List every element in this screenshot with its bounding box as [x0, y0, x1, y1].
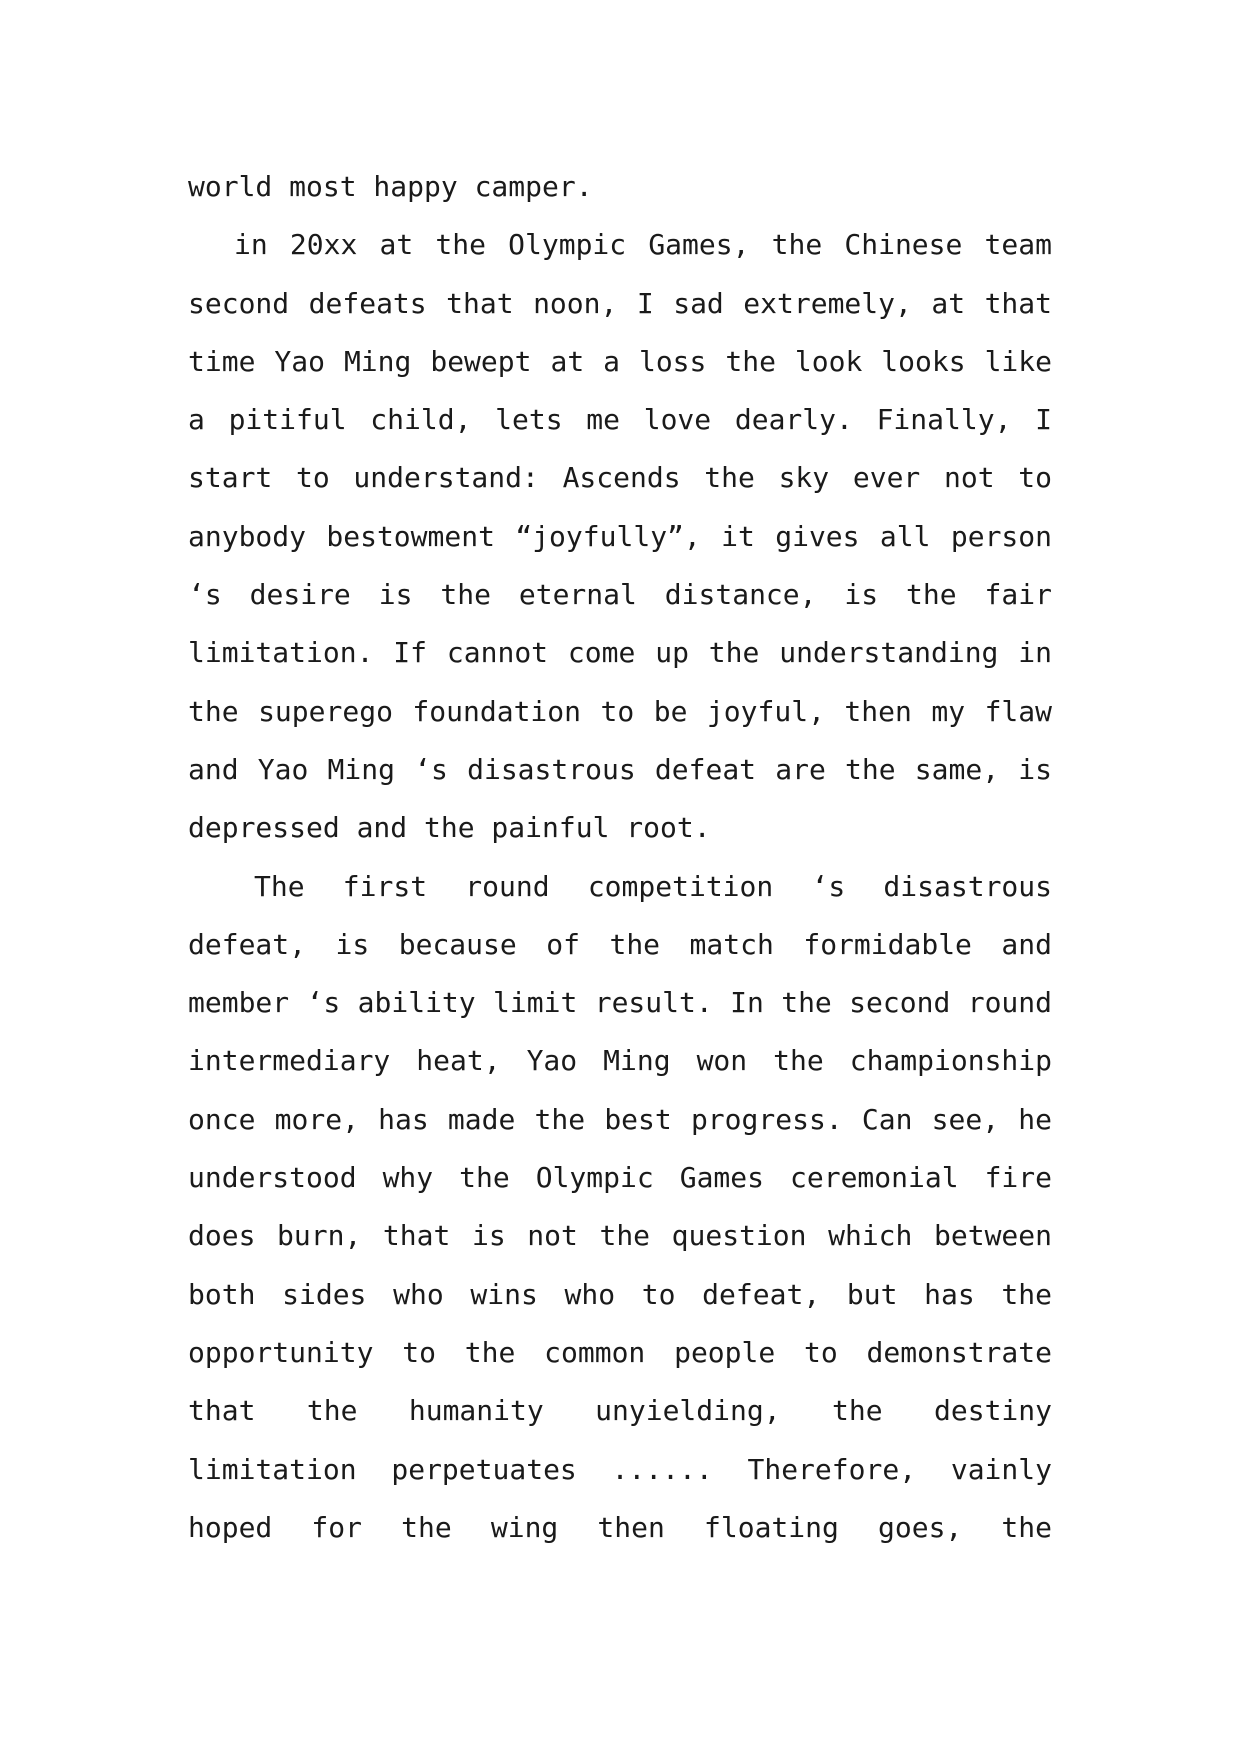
text-line: a pitiful child, lets me love dearly. Finally, I	[188, 403, 1052, 437]
text-line: world most happy camper.	[188, 170, 593, 203]
text-line: ‘s desire is the eternal distance, is the fair	[188, 578, 1052, 612]
text-line: both sides who wins who to defeat, but has the	[188, 1277, 1052, 1311]
text-line: second defeats that noon, I sad extremely, at that	[188, 286, 1052, 320]
text-line: and Yao Ming ‘s disastrous defeat are the same, is	[188, 752, 1052, 786]
text-line: member ‘s ability limit result. In the second round	[188, 986, 1052, 1020]
text-line: depressed and the painful root.	[188, 811, 711, 845]
text-line: time Yao Ming bewept at a loss the look looks like	[188, 344, 1052, 378]
text-line: hoped for the wing then floating goes, the	[188, 1510, 1052, 1544]
text-line: intermediary heat, Yao Ming won the championship	[188, 1044, 1052, 1078]
text-line: that the humanity unyielding, the destiny	[188, 1394, 1052, 1428]
text-line: the superego foundation to be joyful, then my flaw	[188, 694, 1052, 728]
text-line: limitation perpetuates ...... Therefore, vainly	[188, 1452, 1052, 1486]
text-line: once more, has made the best progress. Can see, he	[188, 1102, 1052, 1136]
text-line: start to understand: Ascends the sky ever not to	[188, 461, 1052, 495]
text-line: does burn, that is not the question which between	[188, 1219, 1052, 1253]
text-line: understood why the Olympic Games ceremonial fire	[188, 1161, 1052, 1195]
text-line: limitation. If cannot come up the understanding in	[188, 636, 1052, 670]
text-line: in 20xx at the Olympic Games, the Chinese team	[234, 228, 1052, 262]
body-text	[188, 158, 1052, 1557]
text-line: opportunity to the common people to demonstrate	[188, 1335, 1052, 1369]
text-line: defeat, is because of the match formidable and	[188, 927, 1052, 961]
text-line: The first round competition ‘s disastrous	[254, 869, 1052, 903]
text-line: anybody bestowment “joyfully”, it gives all person	[188, 519, 1052, 553]
